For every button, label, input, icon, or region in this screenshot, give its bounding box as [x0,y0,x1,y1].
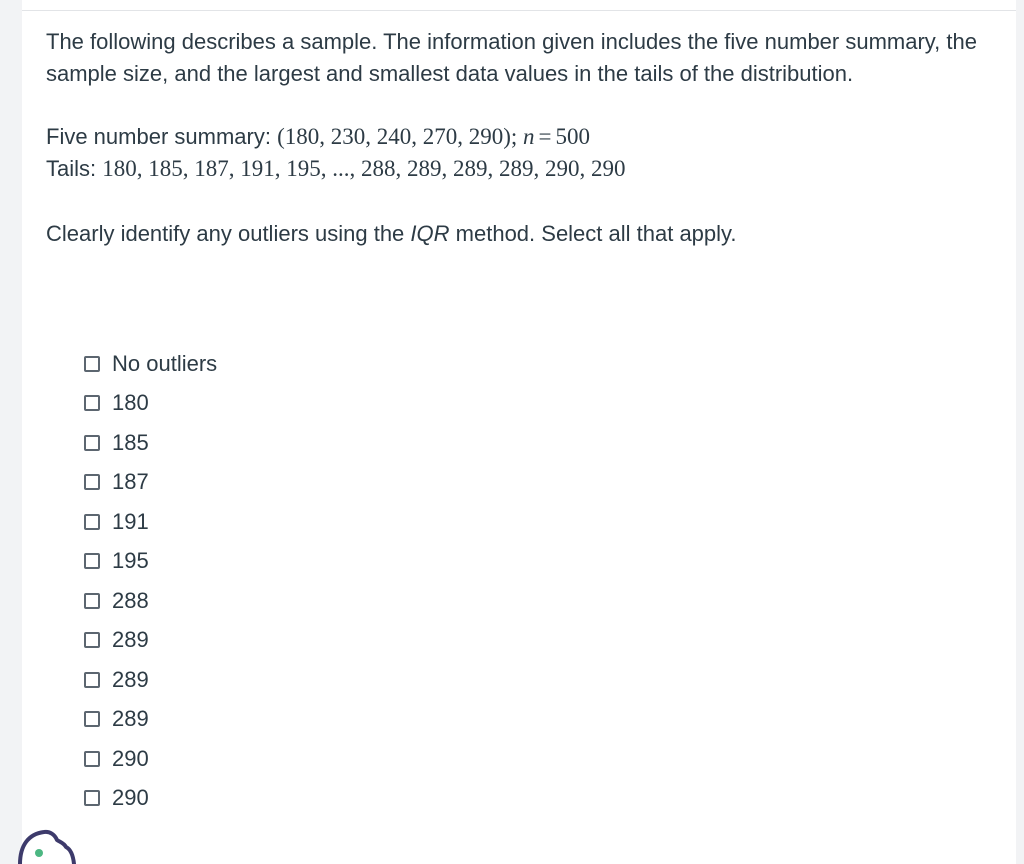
option-185[interactable] [84,423,217,463]
option-label: 289 [112,706,149,732]
five-number-summary-math [277,124,590,149]
checkbox[interactable] [84,751,100,767]
option-195[interactable] [84,542,217,582]
checkbox[interactable] [84,711,100,727]
checkbox[interactable] [84,435,100,451]
question-intro: The following describes a sample. The information given includes the five number summary, the sample size, and the largest and smallest data values in the tails of the distribution. [46,29,977,86]
checkbox[interactable] [84,790,100,806]
option-label: 195 [112,548,149,574]
option-label: 187 [112,469,149,495]
tails-label: Tails: [46,156,97,181]
question-panel [22,0,1016,864]
option-289-c[interactable] [84,700,217,740]
cookie-helper-dot [35,849,43,857]
answer-options [84,344,217,818]
top-divider [22,10,1016,11]
option-187[interactable] [84,463,217,503]
prompt-after: method. Select all that apply. [449,221,737,246]
option-label: 185 [112,429,149,455]
prompt-before: Clearly identify any outliers using the [46,221,411,246]
tails-values: 180, 185, 187, 191, 195, ..., 288, 289, 289, 289, 290, 290 [102,156,626,181]
option-label: 180 [112,390,149,416]
option-no-outliers[interactable] [84,344,217,384]
option-label: 191 [112,508,149,534]
option-label: 290 [112,745,149,771]
sample-size-value: 500 [555,124,591,149]
prompt-iqr: IQR [410,221,450,246]
checkbox[interactable] [84,474,100,490]
checkbox[interactable] [84,356,100,372]
five-number-summary-label: Five number summary: [46,124,271,149]
option-191[interactable] [84,502,217,542]
question-prompt [46,218,737,250]
checkbox[interactable] [84,593,100,609]
option-180[interactable] [84,384,217,424]
checkbox[interactable] [84,553,100,569]
checkbox[interactable] [84,672,100,688]
checkbox[interactable] [84,514,100,530]
option-label: 289 [112,627,149,653]
option-label: 288 [112,587,149,613]
cookie-helper-outline [20,832,74,864]
cookie-helper-icon[interactable] [0,826,80,864]
checkbox[interactable] [84,632,100,648]
option-label: No outliers [112,350,218,376]
option-289-a[interactable] [84,621,217,661]
five-number-summary-values: (180, 230, 240, 270, 290); [277,124,518,149]
checkbox[interactable] [84,395,100,411]
tails-line [46,153,626,185]
five-number-summary-line [46,121,590,153]
option-label: 289 [112,666,149,692]
option-290-a[interactable] [84,739,217,779]
option-289-b[interactable] [84,660,217,700]
equals-sign: = [538,124,552,149]
option-288[interactable] [84,581,217,621]
option-290-b[interactable] [84,779,217,819]
option-label: 290 [112,785,149,811]
sample-size-symbol: n [523,124,535,149]
